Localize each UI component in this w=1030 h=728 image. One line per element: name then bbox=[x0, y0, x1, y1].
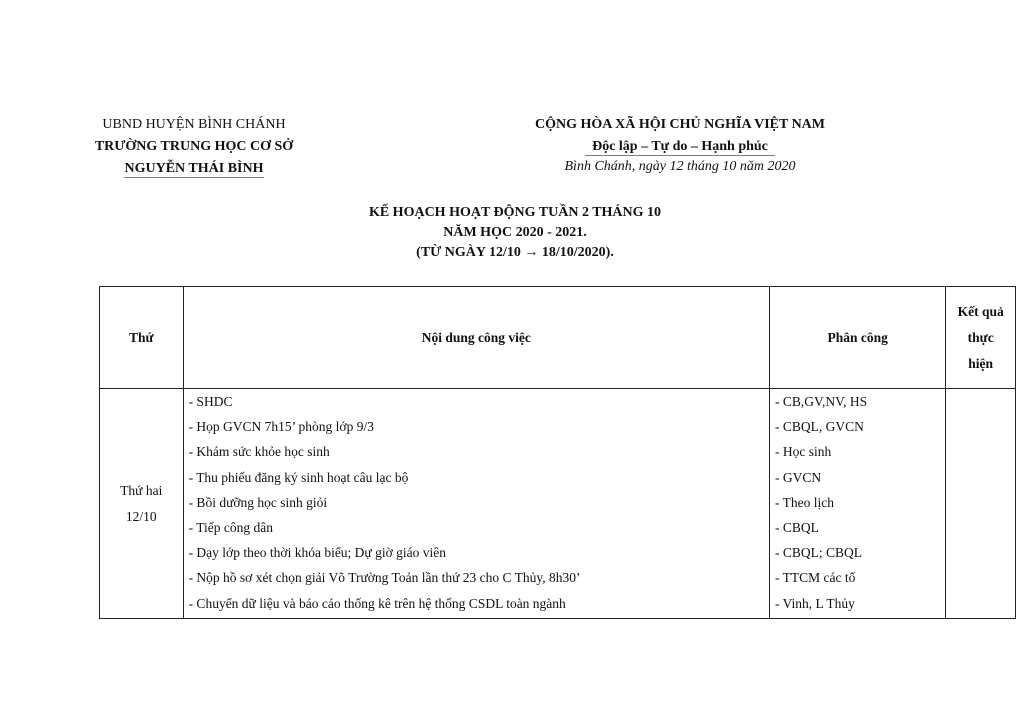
assignee-item: - GVCN bbox=[774, 469, 822, 485]
table-header-row bbox=[100, 287, 1016, 389]
task-item: - Tiếp công dân bbox=[188, 519, 273, 535]
country-name: CỘNG HÒA XÃ HỘI CHỦ NGHĨA VIỆT NAM bbox=[534, 117, 825, 132]
task-item: - Thu phiếu đăng ký sinh hoạt câu lạc bộ bbox=[188, 469, 409, 485]
header-content: Nội dung công việc bbox=[183, 287, 769, 389]
task-item: - Dạy lớp theo thời khóa biểu; Dự giờ giáo viên bbox=[188, 545, 446, 561]
assignee-item: - Vinh, L Thủy bbox=[774, 595, 855, 611]
header-result-line-3: hiện bbox=[968, 355, 994, 371]
header-result-line-2: thực bbox=[967, 329, 994, 345]
national-motto: Độc lập – Tự do – Hạnh phúc bbox=[592, 139, 768, 154]
header-result bbox=[946, 287, 1016, 389]
task-item: - Nộp hồ sơ xét chọn giải Võ Trường Toản lần thứ 23 cho C Thủy, 8h30’ bbox=[188, 570, 581, 586]
header-assign: Phân công bbox=[769, 287, 945, 389]
day-cell bbox=[100, 389, 184, 619]
title-line-1: KẾ HOẠCH HOẠT ĐỘNG TUẦN 2 THÁNG 10 bbox=[368, 205, 662, 220]
title-line-3: (TỪ NGÀY 12/10 → 18/10/2020). bbox=[416, 245, 614, 260]
school-type: TRƯỜNG TRUNG HỌC CƠ SỞ bbox=[94, 139, 294, 154]
assignee-item: - CBQL; CBQL bbox=[774, 545, 862, 561]
task-list bbox=[183, 389, 769, 619]
header-result-line-1: Kết quả bbox=[957, 303, 1004, 319]
district-name: UBND HUYỆN BÌNH CHÁNH bbox=[102, 117, 286, 132]
assignee-item: - TTCM các tổ bbox=[774, 570, 856, 586]
task-item: - Khám sức khỏe học sinh bbox=[188, 444, 330, 460]
title-line-2: NĂM HỌC 2020 - 2021. bbox=[443, 225, 587, 240]
document-title bbox=[100, 203, 930, 263]
result-cell bbox=[946, 389, 1016, 619]
task-item: - SHDC bbox=[188, 394, 233, 409]
task-item: - Họp GVCN 7h15’ phòng lớp 9/3 bbox=[188, 419, 374, 435]
day-date: 12/10 bbox=[125, 508, 157, 524]
issue-date: Bình Chánh, ngày 12 tháng 10 năm 2020 bbox=[564, 159, 796, 174]
header-left bbox=[86, 114, 302, 178]
day-name: Thứ hai bbox=[120, 482, 163, 498]
task-item: - Chuyển dữ liệu và báo cáo thống kê trên hệ thống CSDL toàn ngành bbox=[188, 595, 566, 611]
assignee-item: - CB,GV,NV, HS bbox=[774, 394, 868, 409]
schedule-table bbox=[99, 286, 1016, 619]
task-item: - Bồi dưỡng học sinh giỏi bbox=[188, 494, 328, 510]
header-day: Thứ bbox=[100, 287, 184, 389]
school-name: NGUYỄN THÁI BÌNH bbox=[124, 161, 264, 176]
assignee-item: - Theo lịch bbox=[774, 494, 834, 510]
table-row bbox=[100, 389, 1016, 619]
assignee-item: - CBQL bbox=[774, 519, 819, 535]
assignee-item: - CBQL, GVCN bbox=[774, 419, 864, 435]
assignee-item: - Học sinh bbox=[774, 444, 832, 460]
assignee-list bbox=[769, 389, 945, 619]
header-right bbox=[495, 114, 865, 178]
